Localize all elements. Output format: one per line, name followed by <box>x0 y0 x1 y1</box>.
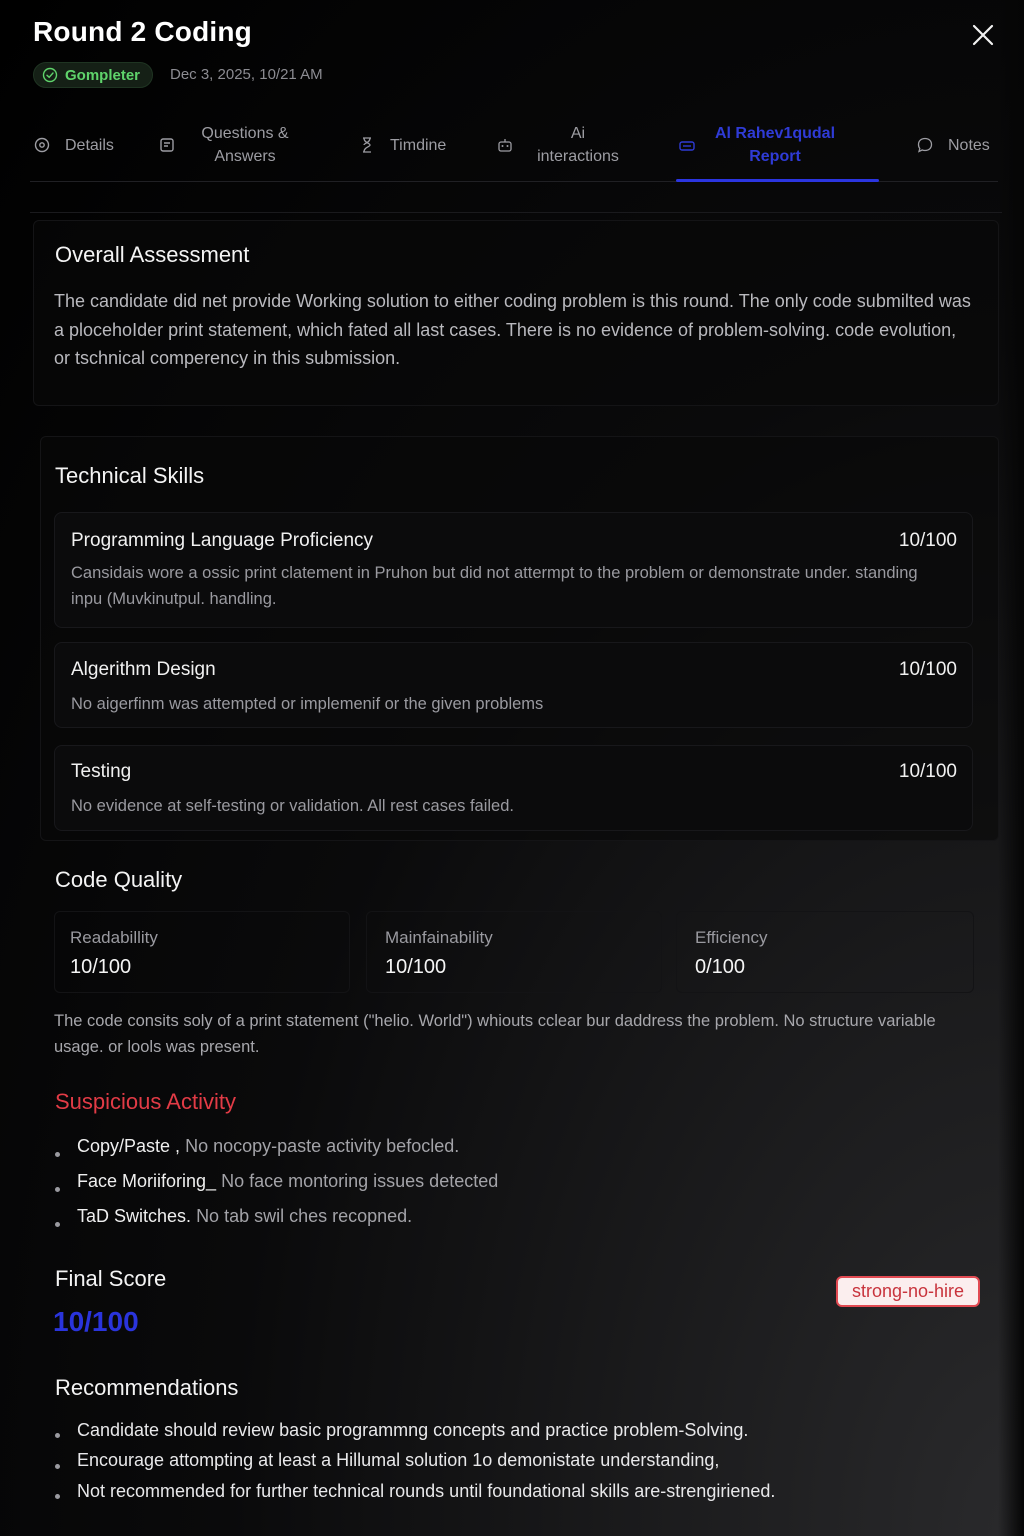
skill-name: Testing <box>71 761 132 782</box>
item-value: No nocopy-paste activity befocled. <box>185 1136 460 1156</box>
divider <box>30 212 1002 213</box>
robot-icon <box>496 136 514 154</box>
list-item <box>54 1206 498 1241</box>
tab-label: Details <box>65 136 114 154</box>
tab-label: Notes <box>948 136 990 154</box>
suspicious-activity-list <box>54 1136 498 1241</box>
metric-value: 0/100 <box>695 956 746 978</box>
metric-value: 10/100 <box>385 956 447 978</box>
document-icon <box>158 136 176 154</box>
metric-label: Mainfainability <box>385 928 493 947</box>
skill-card-algorithm <box>54 642 973 728</box>
tab-ai-interactions[interactable] <box>496 108 656 182</box>
page-title: Round 2 Coding <box>33 16 252 47</box>
report-icon <box>678 136 696 154</box>
tab-details[interactable] <box>33 108 114 182</box>
overall-assessment-heading: Overall Assessment <box>55 242 250 267</box>
active-tab-indicator <box>676 179 879 182</box>
item-value: No face montoring issues detected <box>221 1171 499 1191</box>
tab-label: Timdine <box>390 136 447 154</box>
list-item <box>54 1136 498 1171</box>
close-button[interactable] <box>968 20 998 50</box>
tab-timeline[interactable] <box>358 108 446 182</box>
skill-description: No aigerfinm was attempted or implemenif or the given problems <box>71 695 544 713</box>
overall-assessment-text: The candidate did net provide Working solution to either coding problem is this round. The only code submilted was a plocehoIder print statement, which fated all last cases. There is no evidence of problem-solving. code evolution, or tschnical comperency in this submission. <box>54 291 971 368</box>
skill-name: Programming Language Proficiency <box>71 530 374 551</box>
recommendations-list <box>54 1420 775 1511</box>
tab-bar <box>30 108 998 182</box>
recommendations-heading: Recommendations <box>55 1375 239 1400</box>
status-badge <box>33 62 153 88</box>
metric-value: 10/100 <box>70 956 132 978</box>
tab-notes[interactable] <box>916 108 990 182</box>
list-item: Candidate should review basic programmng concepts and practice problem-Solving. <box>54 1420 775 1450</box>
metric-efficiency <box>676 911 974 993</box>
final-score-value: 10/100 <box>53 1306 139 1337</box>
skill-description: No evidence at self-testing or validation. All rest cases failed. <box>71 797 514 815</box>
comment-icon <box>916 136 934 154</box>
close-icon <box>968 20 998 50</box>
hire-recommendation-badge: strong-no-hire <box>836 1276 980 1307</box>
list-item: Not recommended for further technical rounds until foundational skills are-strengiriened. <box>54 1481 775 1511</box>
metric-label: Readabillity <box>70 928 158 947</box>
skill-score: 10/100 <box>898 530 957 551</box>
final-score-heading: Final Score <box>55 1266 167 1291</box>
skill-name: Algerithm Design <box>71 659 216 680</box>
skill-card-programming <box>54 512 973 628</box>
session-date: Dec 3, 2025, 10/21 AM <box>170 66 323 83</box>
list-item: Encourage attompting at least a Hillumal solution 1o demonistate understanding, <box>54 1450 775 1481</box>
status-label: Gompleter <box>65 66 141 84</box>
tab-ai-report[interactable] <box>678 108 858 182</box>
technical-skills-heading: Technical Skills <box>55 463 205 488</box>
skill-card-testing <box>54 745 973 831</box>
scroll-edge <box>998 0 1024 1536</box>
item-key: Copy/Paste , <box>77 1136 181 1156</box>
gear-icon <box>33 136 51 154</box>
metric-readability <box>54 911 350 993</box>
skill-score: 10/100 <box>898 761 957 782</box>
tab-label: Questions & Answers <box>201 125 289 165</box>
metric-label: Efficiency <box>695 928 768 947</box>
list-item <box>54 1171 498 1206</box>
item-key: Face Moriiforing_ <box>77 1171 217 1191</box>
metric-maintainability <box>366 911 662 993</box>
check-circle-icon <box>42 67 58 83</box>
item-value: No tab swil ches recopned. <box>196 1206 413 1226</box>
code-quality-heading: Code Quality <box>55 867 183 892</box>
tab-questions-answers[interactable] <box>158 108 318 182</box>
code-quality-note: The code consits soly of a print statement ("helio. World") whiouts cclear bur daddress the problem. No structure variable usage. or lools was present. <box>54 1012 936 1056</box>
skill-description: Cansidais wore a ossic print clatement in Pruhon but did not attermpt to the problem or demonstrate under. standing inpu (Muvkinutpul. handling. <box>71 564 918 608</box>
item-key: TaD Switches. <box>77 1206 192 1226</box>
hourglass-icon <box>358 136 376 154</box>
skill-score: 10/100 <box>898 659 957 680</box>
tab-label: Al Rahev1qudal Report <box>714 125 836 165</box>
suspicious-activity-heading: Suspicious Activity <box>55 1089 236 1114</box>
tab-label: Ai interactions <box>537 125 619 165</box>
